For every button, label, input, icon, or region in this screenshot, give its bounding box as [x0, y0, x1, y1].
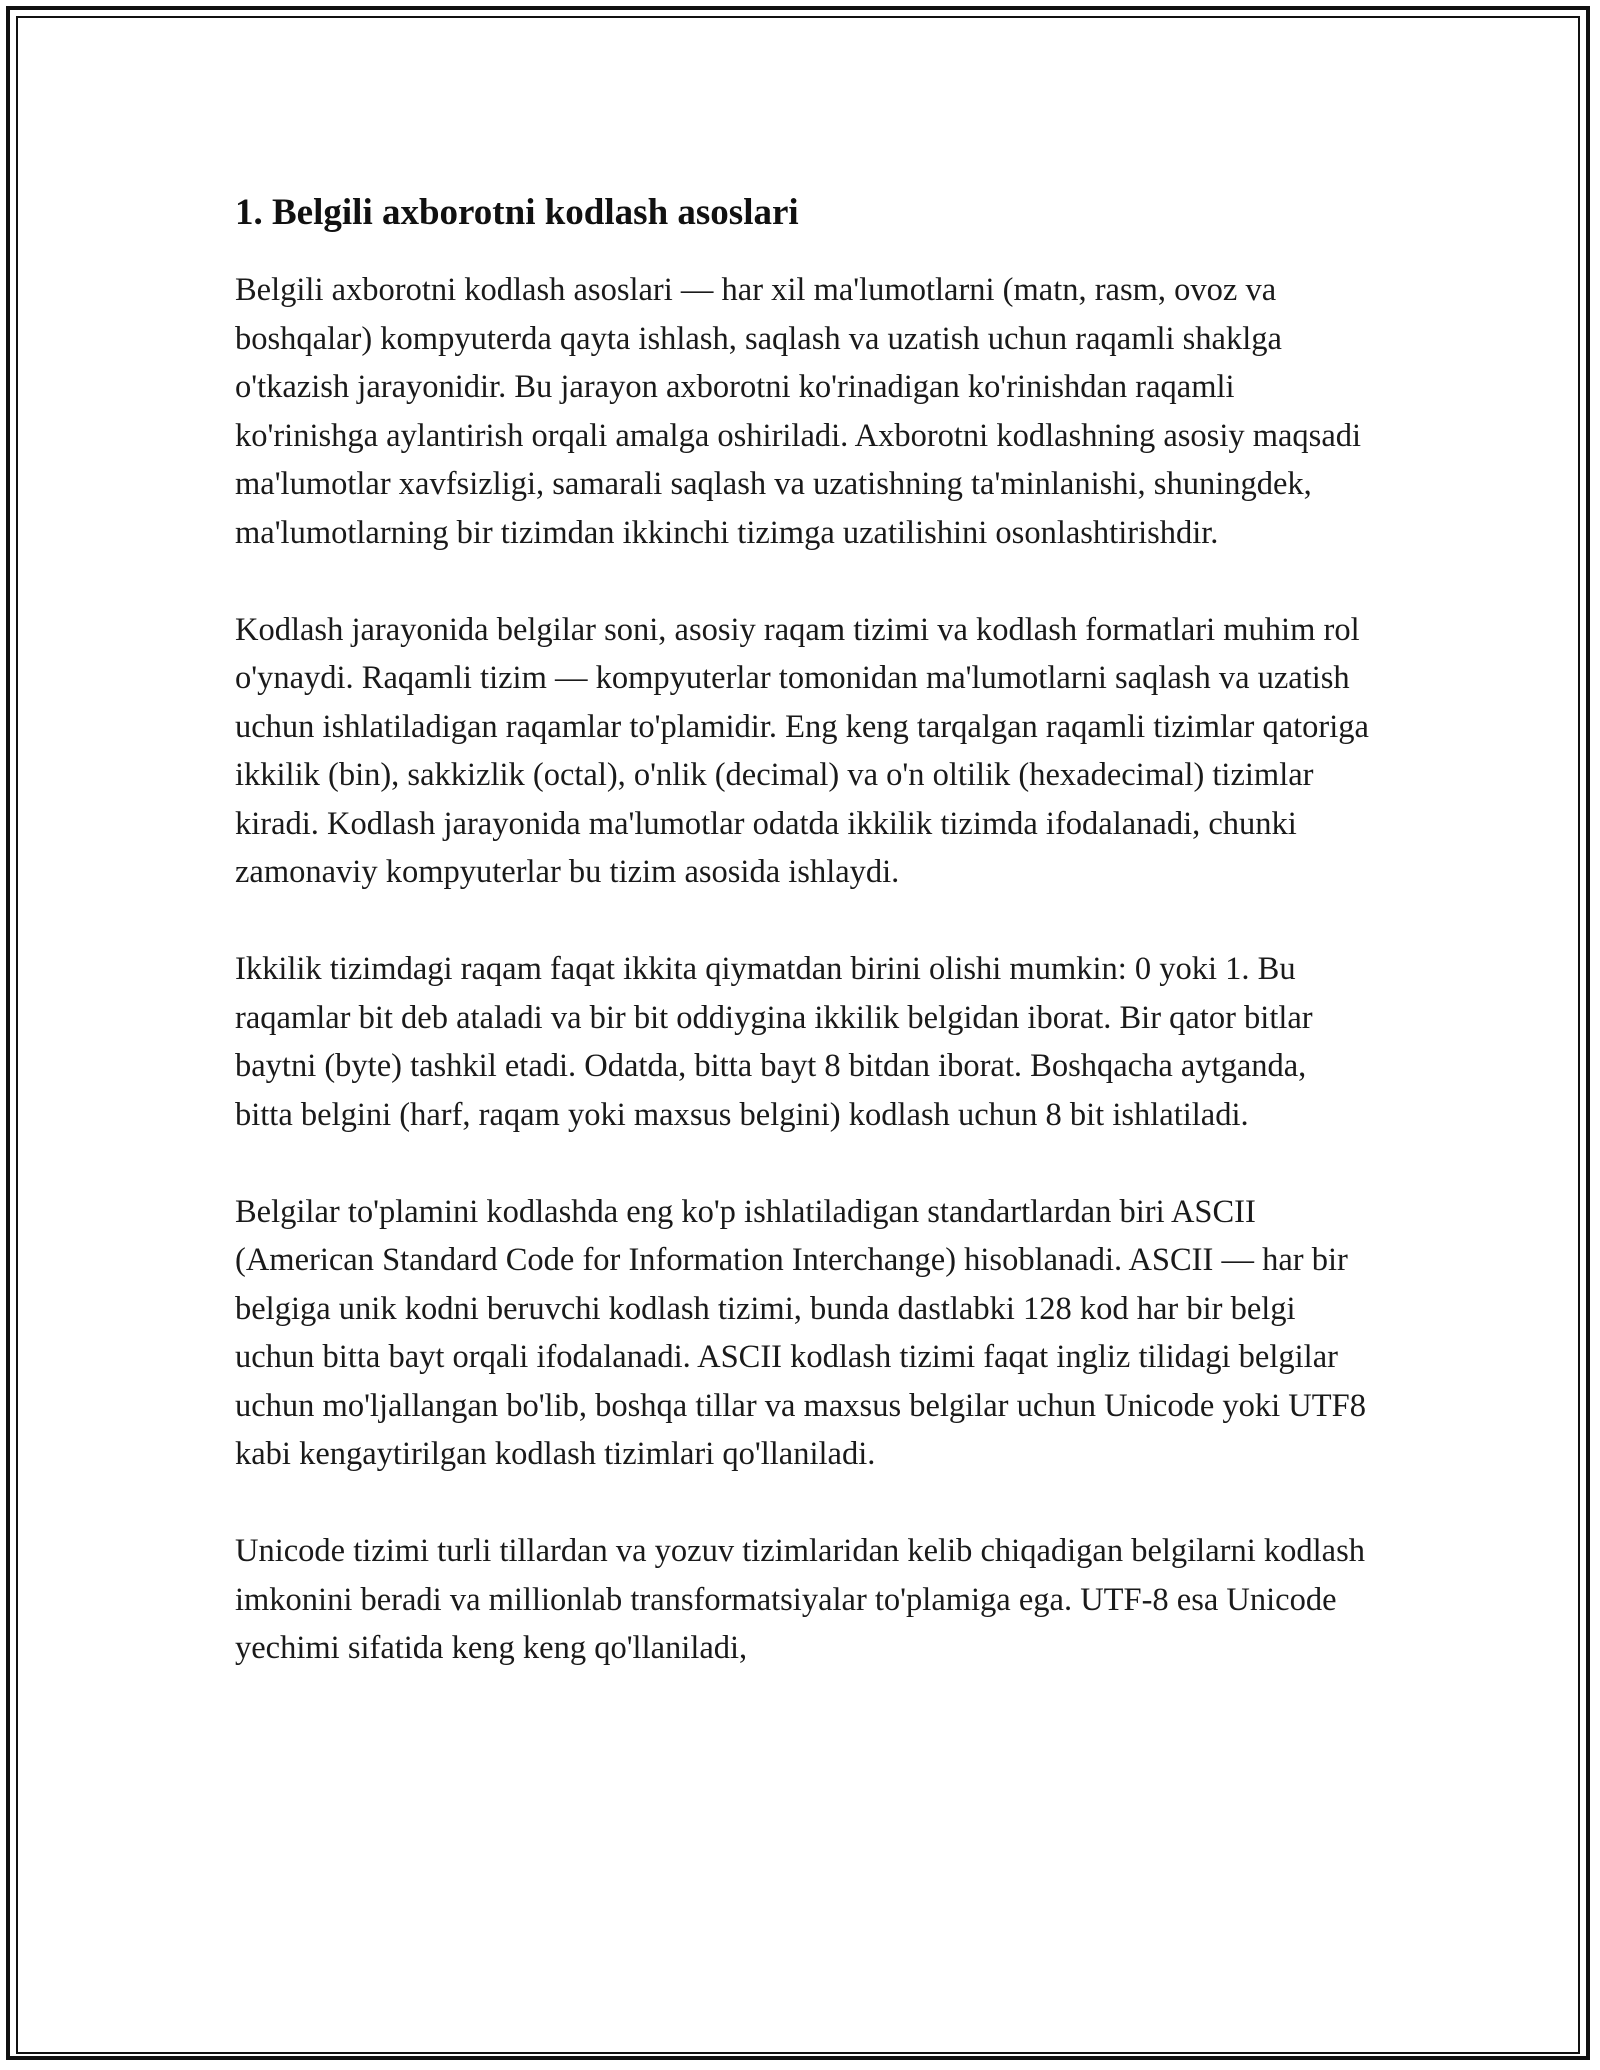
section-heading: 1. Belgili axborotni kodlash asoslari [235, 192, 799, 233]
paragraph-intro: Belgili axborotni kodlash asoslari — har xil ma'lumotlarni (matn, rasm, ovoz va boshqalar) kompyuterda qayta ishlash, saqlash va uzatish uchun raqamli shaklga o'tkazish jarayonidir. Bu jarayon axborotni ko'rinadigan ko'rinishdan raqamli ko'rinishga aylantirish orqali amalga oshiriladi. Axborotni kodlashning asosiy maqsadi ma'lumotlar xavfsizligi, samarali saqlash va uzatishning ta'minlanishi, shuningdek, ma'lumotlarning bir tizimdan ikkinchi tizimga uzatilishini osonlashtirishdir. [235, 272, 1362, 551]
paragraph-unicode: Unicode tizimi turli tillardan va yozuv tizimlaridan kelib chiqadigan belgilarni kodlash imkonini beradi va millionlab transformatsiyalar to'plamiga ega. UTF-8 esa Unicode yechimi sifatida keng keng qo'llaniladi, [235, 1533, 1365, 1666]
paragraph-binary-bits: Ikkilik tizimdagi raqam faqat ikkita qiymatdan birini olishi mumkin: 0 yoki 1. Bu raqamlar bit deb ataladi va bir bit oddiygina ikkilik belgidan iborat. Bir qator bitlar baytni (byte) tashkil etadi. Odatda, bitta bayt 8 bitdan iborat. Boshqacha aytganda, bitta belgini (harf, raqam yoki maxsus belgini) kodlash uchun 8 bit ishlatiladi. [235, 951, 1313, 1133]
document-body [235, 188, 1370, 1673]
paragraph-ascii: Belgilar to'plamini kodlashda eng ko'p ishlatiladigan standartlardan biri ASCII (American Standard Code for Information Interchange) hisoblanadi. ASCII — har bir belgiga unik kodni beruvchi kodlash tizimi, bunda dastlabki 128 kod har bir belgi uchun bitta bayt orqali ifodalanadi. ASCII kodlash tizimi faqat ingliz tilidagi belgilar uchun mo'ljallangan bo'lib, boshqa tillar va maxsus belgilar uchun Unicode yoki UTF8 kabi kengaytirilgan kodlash tizimlari qo'llaniladi. [235, 1193, 1366, 1472]
paragraph-number-systems: Kodlash jarayonida belgilar soni, asosiy raqam tizimi va kodlash formatlari muhim rol o'ynaydi. Raqamli tizim — kompyuterlar tomonidan ma'lumotlarni saqlash va uzatish uchun ishlatiladigan raqamlar to'plamidir. Eng keng tarqalgan raqamli tizimlar qatoriga ikkilik (bin), sakkizlik (octal), o'nlik (decimal) va o'n oltilik (hexadecimal) tizimlar kiradi. Kodlash jarayonida ma'lumotlar odatda ikkilik tizimda ifodalanadi, chunki zamonaviy kompyuterlar bu tizim asosida ishlaydi. [235, 611, 1369, 890]
